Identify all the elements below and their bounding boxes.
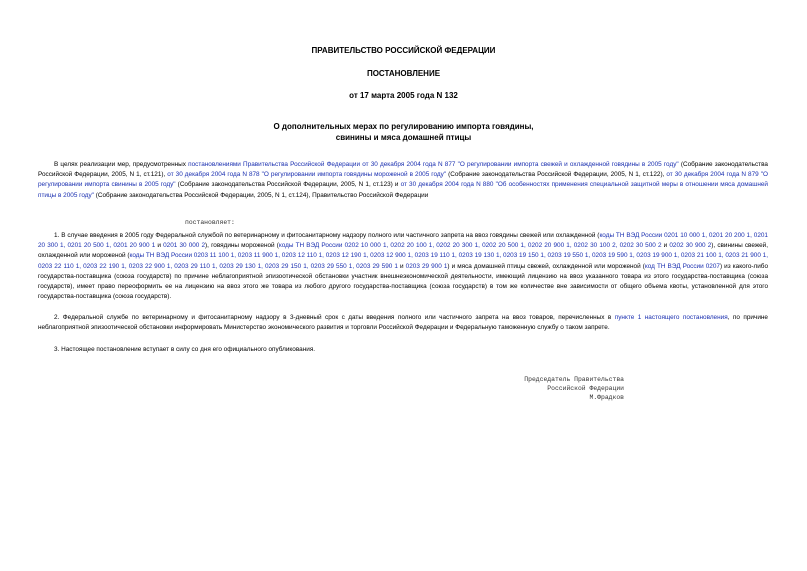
item-1-text: ) из какого-либо государства-поставщика (союза государств) по причине неблагоприятной эпизоотической обстановки участник внешнеэкономической деятельности, имеющий лицензию на ввоз указанного товара из этого государства-поставщика (союза государств), имеет право переоформить ее на лицензию на ввоз этого же товара из любого другого государства-поставщика (союза государств) в том же количестве вне зависимости от общего объема квоты, установленной для этого государства-поставщика (союза государств). <box>38 262 769 301</box>
preamble-text: (Собрание законодательства Российской Федерации, 2005, N 1, ст.123) и <box>175 181 401 189</box>
document-date: от 17 марта 2005 года N 132 <box>349 91 458 100</box>
signature-name: М.Фрадков <box>589 394 624 401</box>
item-1-link-codes-pork[interactable]: коды ТН ВЭД России 0203 11 100 1, 0203 11 900 1, 0203 12 110 1, 0203 12 190 1, 0203 12 900 1, 0203 19 110 1, 0203 19 130 1, 0203 19 150 1, 0203 19 550 1, 0203 19 590 1, 0203 19 900 1, 0203 21 100 1, 0203 21 900 1, 0203 22 110 1, 0203 22 190 1, 0203 22 900 1, 0203 29 110 1, 0203 29 130 1, 0203 29 150 1, 0203 29 550 1, 0203 29 590 1 <box>38 252 768 270</box>
item-2-text: , по причине неблагоприятной эпизоотической обстановки информировать Министерство экономического развития и торговли Российской Федерации и Федеральную таможенную службу о таком запрете. <box>38 314 768 332</box>
item-1-link-codes-beef-fresh[interactable]: коды ТН ВЭД России 0201 10 000 1, 0201 20 200 1, 0201 20 300 1, 0201 20 500 1, 0201 20 900 1 <box>38 232 768 250</box>
item-1-text: 1. В случае введения в 2005 году Федеральной службой по ветеринарному и фитосанитарному надзору полного или частичного запрета на ввоз говядины свежей или охлажденной ( <box>54 232 600 239</box>
government-heading: ПРАВИТЕЛЬСТВО РОССИЙСКОЙ ФЕДЕРАЦИИ <box>311 46 496 55</box>
preamble-link-879[interactable]: от 30 декабря 2004 года N 879 "О регулировании импорта свинины в 2005 году" <box>38 171 768 189</box>
item-1-link-code-0207[interactable]: код ТН ВЭД России 0207 <box>644 262 720 270</box>
item-1-link-code-0202[interactable]: 0202 30 900 2 <box>669 242 712 250</box>
item-2-text: 2. Федеральной службе по ветеринарному и фитосанитарному надзору в 3-дневный срок с даты введения полного или частичного запрета на ввоз товаров, перечисленных в <box>54 314 615 321</box>
item-3-paragraph: 3. Настоящее постановление вступает в силу со дня его официального опубликования. <box>54 346 316 353</box>
preamble-text: (Собрание законодательства Российской Федерации, 2005, N 1, ст.122), <box>446 171 667 179</box>
preamble-link-877[interactable]: постановлениями Правительства Российской Федерации от 30 декабря 2004 года N 877 "О регулировании импорта свежей и охлажденной говядины в 2005 году" <box>188 161 679 168</box>
item-1-text: ), свинины свежей, охлажденной или мороженой ( <box>38 242 769 260</box>
signature-block <box>512 375 624 402</box>
document-type: ПОСТАНОВЛЕНИЕ <box>366 69 441 78</box>
decree-word: постановляет: <box>185 219 235 226</box>
item-1-paragraph <box>38 231 768 302</box>
document-title-line1: О дополнительных мерах по регулированию импорта говядины, <box>273 122 534 131</box>
item-1-text: и <box>397 262 406 270</box>
preamble-paragraph <box>38 160 768 201</box>
preamble-link-878[interactable]: от 30 декабря 2004 года N 878 "О регулировании импорта говядины мороженой в 2005 году" <box>167 171 447 179</box>
preamble-text: (Собрание законодательства Российской Федерации, 2005, N 1, ст.121), <box>38 161 768 179</box>
item-1-text: и <box>155 242 164 250</box>
item-2-paragraph <box>38 313 768 333</box>
signature-position: Председатель Правительства <box>524 376 624 383</box>
item-1-link-code-0203[interactable]: 0203 29 900 1 <box>405 262 448 270</box>
document-title-line2: свинины и мяса домашней птицы <box>335 133 472 142</box>
item-1-text: и <box>661 242 670 250</box>
preamble-link-880[interactable]: от 30 декабря 2004 года N 880 "Об особенностях применения специальной защитной меры в отношении мяса домашней птицы в 2005 году" <box>38 181 768 199</box>
preamble-text: В целях реализации мер, предусмотренных <box>54 161 189 168</box>
preamble-text: (Собрание законодательства Российской Федерации, 2005, N 1, ст.124), Правительство Российской Федерации <box>93 191 429 199</box>
item-1-link-codes-beef-frozen[interactable]: коды ТН ВЭД России 0202 10 000 1, 0202 20 100 1, 0202 20 300 1, 0202 20 500 1, 0202 20 900 1, 0202 30 100 2, 0202 30 500 2 <box>278 242 662 250</box>
signature-country: Российской Федерации <box>547 385 624 392</box>
item-1-link-code-0201[interactable]: 0201 30 000 2 <box>163 242 206 250</box>
item-1-text: ), говядины мороженой ( <box>205 242 279 250</box>
item-1-text: ) и мяса домашней птицы свежей, охлажденной или мороженой ( <box>447 262 645 270</box>
item-2-link-point-1[interactable]: пункте 1 настоящего постановления <box>614 314 728 321</box>
